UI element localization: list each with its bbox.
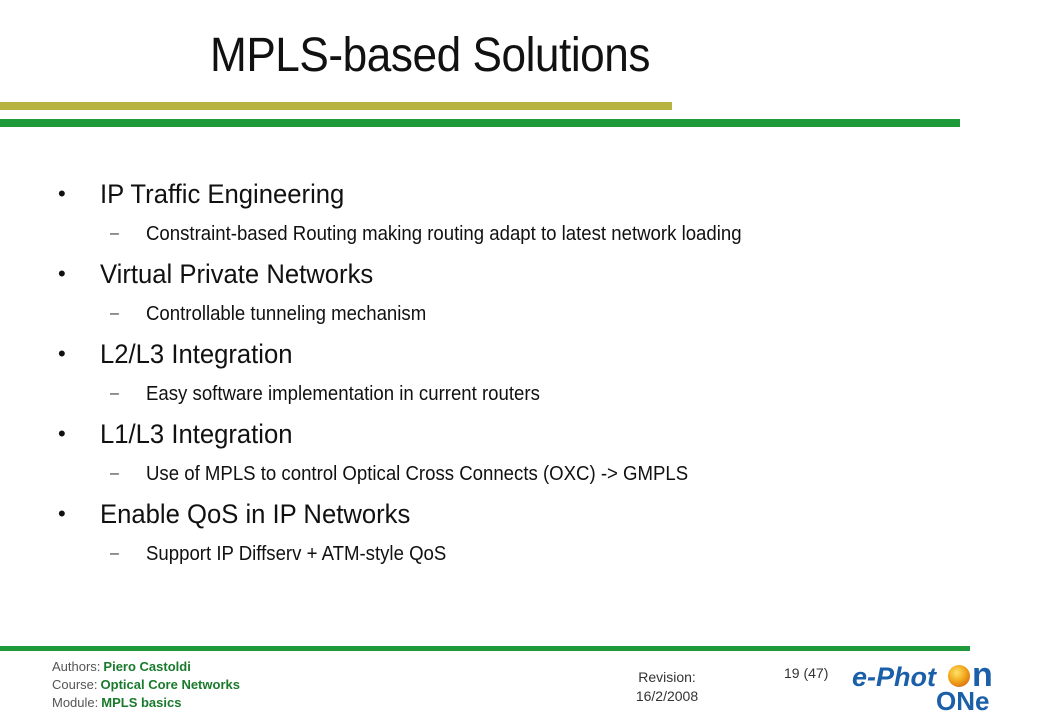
bullet-text: Virtual Private Networks [100,258,374,289]
course-line [52,676,240,694]
bullet-item [58,176,958,212]
bullet-item [58,496,958,532]
bullet-icon: • [58,501,66,526]
sub-bullet-text: Use of MPLS to control Optical Cross Connects (OXC) -> GMPLS [146,462,689,485]
dash-icon: – [110,385,119,402]
dash-icon: – [110,465,119,482]
e-photon-one-logo [852,658,1002,714]
sub-bullet-text: Controllable tunneling mechanism [146,302,427,325]
sub-bullet-item [58,292,958,336]
bullet-item [58,416,958,452]
bullet-text: IP Traffic Engineering [100,178,345,209]
dash-icon: – [110,545,119,562]
bullet-icon: • [58,181,66,206]
sub-bullet-text: Constraint-based Routing making routing adapt to latest network loading [146,222,742,245]
slide-title: MPLS-based Solutions [209,29,651,82]
revision-label: Revision: [638,669,696,685]
title-underline-olive [0,102,672,110]
bullet-icon: • [58,341,66,366]
authors-label: Authors: [52,659,101,674]
module-label: Module: [52,695,99,710]
bullet-icon: • [58,421,66,446]
logo-text-one: ONe [936,686,990,716]
bullet-item [58,256,958,292]
title-underline-green [0,119,960,127]
sub-bullet-text: Easy software implementation in current routers [146,382,540,405]
bullet-list [58,176,958,576]
sub-bullet-item [58,212,958,256]
bullet-icon: • [58,261,66,286]
globe-icon [948,665,970,687]
module-value: MPLS basics [101,695,182,710]
logo-text-n: n [972,656,993,694]
footer-credits [52,658,240,712]
page-number: 19 (47) [784,665,829,681]
sub-bullet-text: Support IP Diffserv + ATM-style QoS [146,542,447,565]
module-line [52,694,240,712]
footer-divider [0,646,970,651]
sub-bullet-item [58,372,958,416]
revision-block [612,668,722,706]
course-label: Course: [52,677,98,692]
dash-icon: – [110,225,119,242]
bullet-text: L1/L3 Integration [100,418,293,449]
bullet-text: Enable QoS in IP Networks [100,498,411,529]
logo-text-ephot: e-Phot [852,662,936,692]
revision-date: 16/2/2008 [635,688,699,704]
sub-bullet-item [58,452,958,496]
dash-icon: – [110,305,119,322]
authors-line [52,658,240,676]
authors-value: Piero Castoldi [103,659,191,674]
course-value: Optical Core Networks [100,677,240,692]
bullet-text: L2/L3 Integration [100,338,293,369]
sub-bullet-item [58,532,958,576]
bullet-item [58,336,958,372]
